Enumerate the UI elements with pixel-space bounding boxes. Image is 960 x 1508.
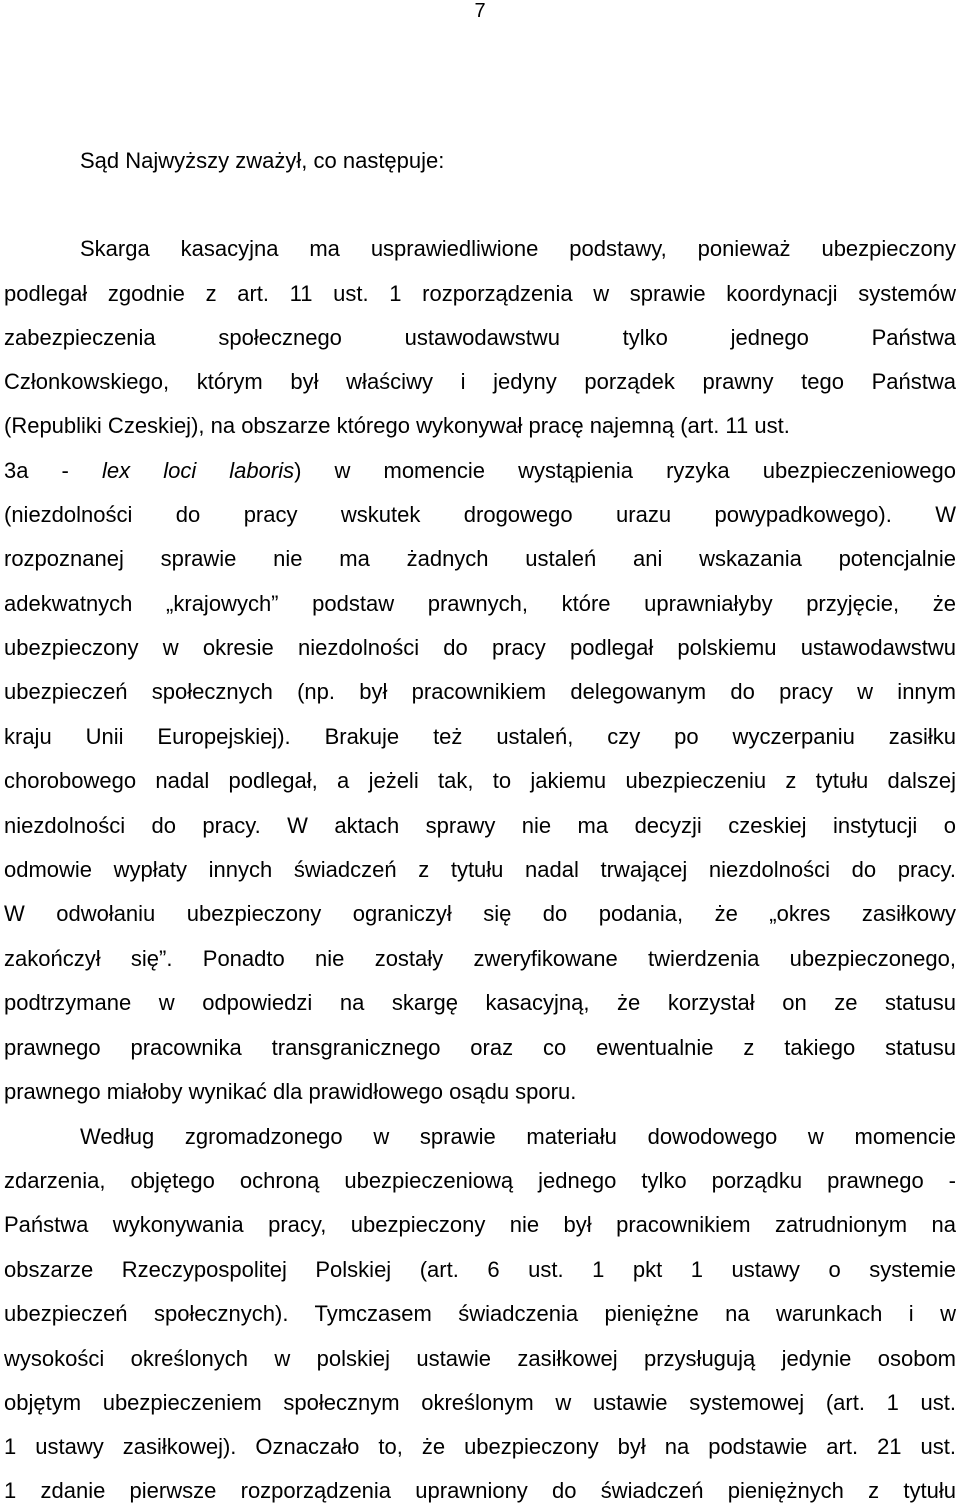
paragraph-line-with-italic [4,458,956,484]
paragraph-line: adekwatnych „krajowych” podstaw prawnych, które uprawniałyby przyjęcie, że [4,591,956,616]
paragraph-line: Członkowskiego, którym był właściwy i jedyny porządek prawny tego Państwa [4,369,956,394]
paragraph-line: 1 zdanie pierwsze rozporządzenia uprawniony do świadczeń pieniężnych z tytułu [4,1478,956,1503]
paragraph-line: podtrzymane w odpowiedzi na skargę kasacyjną, że korzystał on ze statusu [4,990,956,1015]
paragraph-line: (Republiki Czeskiej), na obszarze którego wykonywał pracę najemną (art. 11 ust. [4,413,790,438]
paragraph-line: W odwołaniu ubezpieczony ograniczył się do podania, że „okres zasiłkowy [4,901,956,926]
text-segment: ) w momencie wystąpienia ryzyka ubezpieczeniowego [294,458,957,483]
page-number: 7 [474,0,486,22]
paragraph-line: zdarzenia, objętego ochroną ubezpieczeniową jednego tylko porządku prawnego - [4,1168,956,1193]
section-heading: Sąd Najwyższy zważył, co następuje: [80,148,445,173]
paragraph-line: zakończył się”. Ponadto nie zostały zweryfikowane twierdzenia ubezpieczonego, [4,946,956,971]
paragraph-line: Państwa wykonywania pracy, ubezpieczony nie był pracownikiem zatrudnionym na [4,1212,956,1237]
paragraph-line: objętym ubezpieczeniem społecznym określonym w ustawie systemowej (art. 1 ust. [4,1390,956,1415]
paragraph-line: kraju Unii Europejskiej). Brakuje też ustaleń, czy po wyczerpaniu zasiłku [4,724,956,749]
paragraph-line: Skarga kasacyjna ma usprawiedliwione podstawy, ponieważ ubezpieczony [80,236,956,261]
paragraph-line: prawnego miałoby wynikać dla prawidłowego osądu sporu. [4,1079,577,1104]
paragraph-line: ubezpieczony w okresie niezdolności do pracy podlegał polskiemu ustawodawstwu [4,635,956,660]
paragraph-line: obszarze Rzeczypospolitej Polskiej (art. 6 ust. 1 pkt 1 ustawy o systemie [4,1257,956,1282]
paragraph-line: wysokości określonych w polskiej ustawie zasiłkowej przysługują jedynie osobom [4,1346,956,1371]
paragraph-line: odmowie wypłaty innych świadczeń z tytułu nadal trwającej niezdolności do pracy. [4,857,956,882]
italic-latin-phrase: lex loci laboris [101,458,295,483]
paragraph-line: ubezpieczeń społecznych (np. był pracownikiem delegowanym do pracy w innym [4,679,956,704]
paragraph-line: prawnego pracownika transgranicznego oraz co ewentualnie z takiego statusu [4,1035,956,1060]
text-segment: 3a - [4,458,102,483]
paragraph-line: 1 ustawy zasiłkowej). Oznaczało to, że ubezpieczony był na podstawie art. 21 ust. [4,1434,956,1459]
paragraph-line: Według zgromadzonego w sprawie materiału dowodowego w momencie [80,1124,956,1149]
paragraph-line: niezdolności do pracy. W aktach sprawy nie ma decyzji czeskiej instytucji o [4,813,956,838]
paragraph-line: podlegał zgodnie z art. 11 ust. 1 rozporządzenia w sprawie koordynacji systemów [4,281,956,306]
paragraph-line: zabezpieczenia społecznego ustawodawstwu tylko jednego Państwa [4,325,956,350]
paragraph-line: (niezdolności do pracy wskutek drogowego urazu powypadkowego). W [4,502,956,527]
paragraph-line: chorobowego nadal podlegał, a jeżeli tak, to jakiemu ubezpieczeniu z tytułu dalszej [4,768,956,793]
paragraph-line: rozpoznanej sprawie nie ma żadnych ustaleń ani wskazania potencjalnie [4,546,956,571]
paragraph-line: ubezpieczeń społecznych). Tymczasem świadczenia pieniężne na warunkach i w [4,1301,956,1326]
